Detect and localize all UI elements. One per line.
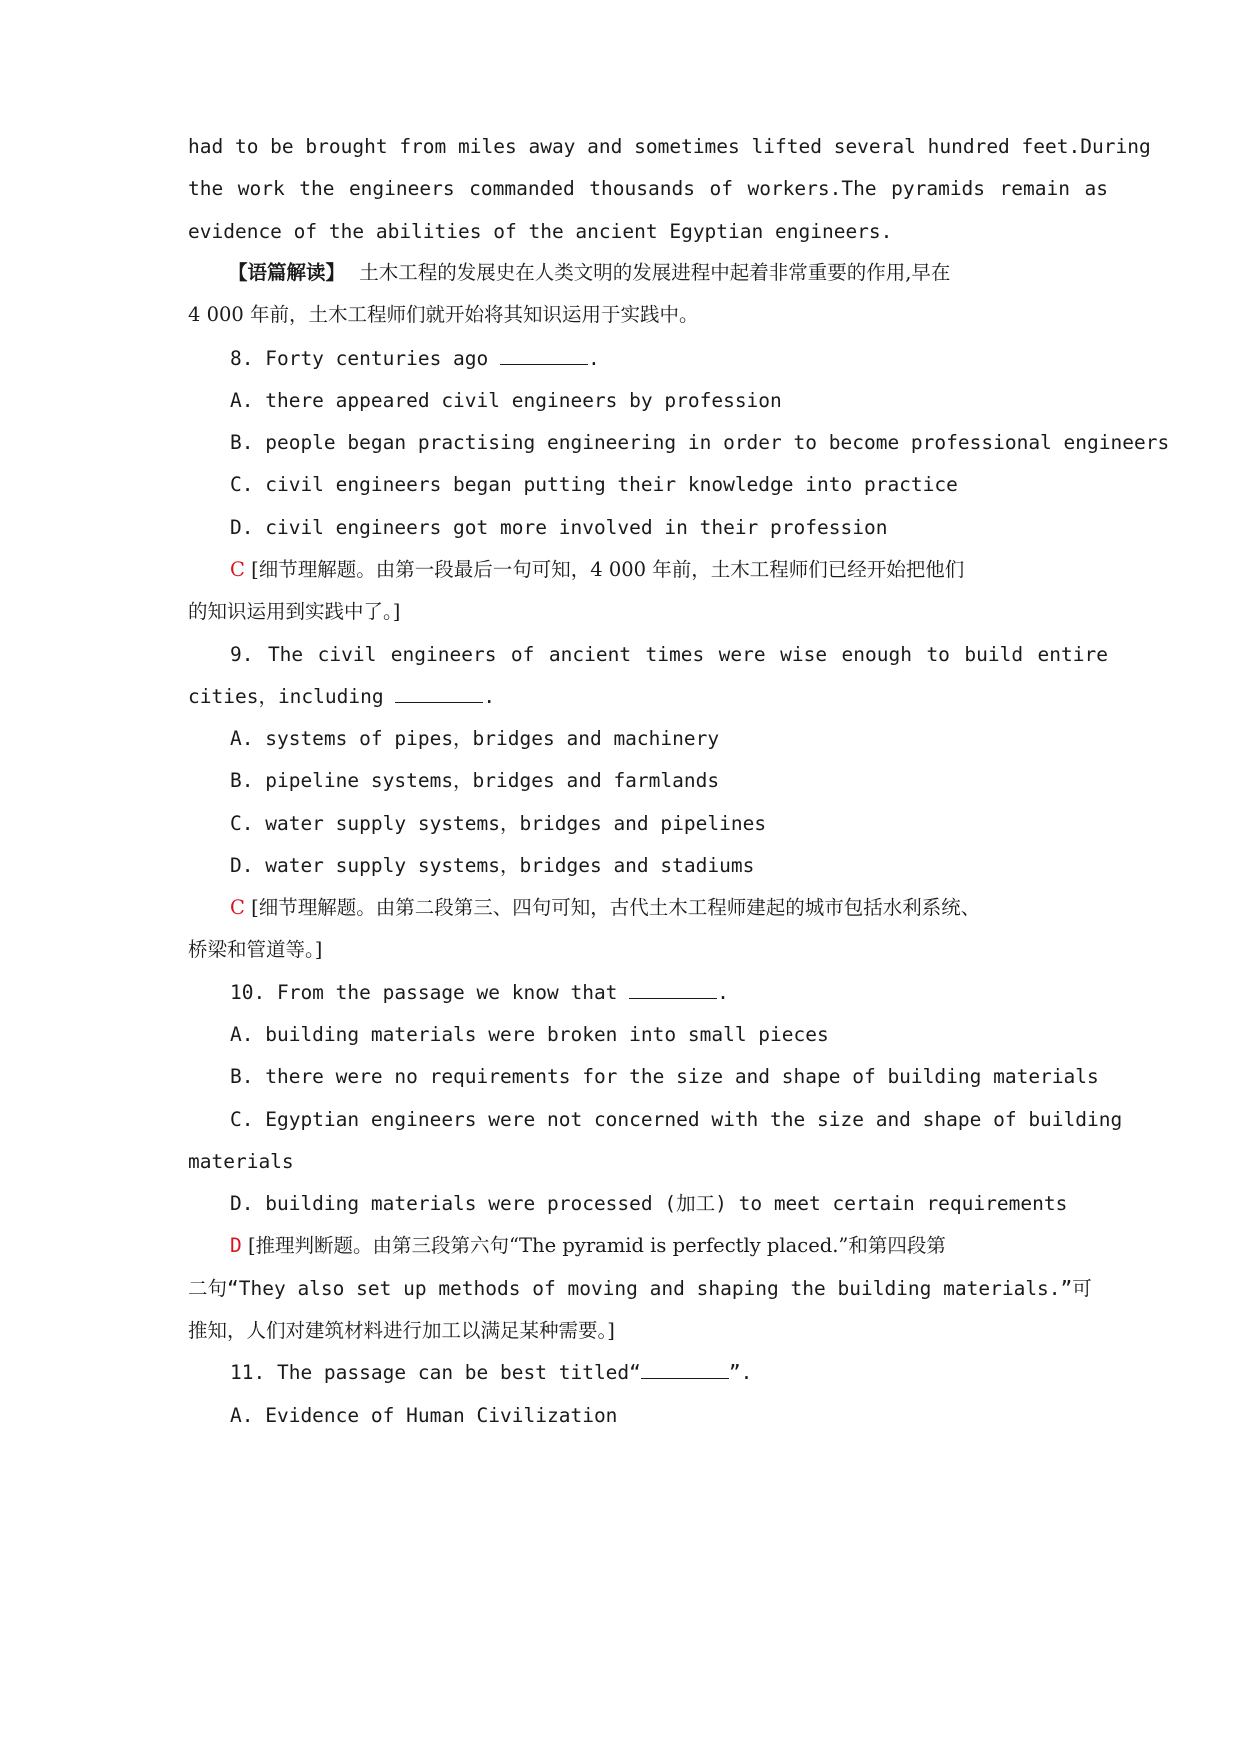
question-10-explanation-cont: 推知，人们对建筑材料进行加工以满足某种需要。] — [188, 1319, 615, 1342]
question-10-option-d: D. building materials were processed (加工) to meet certain requirements — [230, 1192, 1068, 1215]
passage-line: evidence of the abilities of the ancient Egyptian engineers. — [188, 220, 893, 243]
question-8-option-c: C. civil engineers began putting their knowledge into practice — [230, 473, 958, 496]
analysis-label: 【语篇解读】 — [228, 261, 346, 284]
question-10-stem: 10. From the passage we know that . — [230, 981, 729, 1004]
passage-line: the work the engineers commanded thousands of workers.The pyramids remain as — [188, 177, 1108, 200]
answer-blank — [500, 346, 588, 365]
question-9-stem: 9. The civil engineers of ancient times were wise enough to build entire — [230, 643, 1108, 666]
question-9-option-b: B. pipeline systems，bridges and farmlands — [230, 769, 720, 792]
answer-blank — [641, 1360, 729, 1379]
question-11-stem: 11. The passage can be best titled“ ”. — [230, 1361, 753, 1384]
question-9-option-a: A. systems of pipes，bridges and machinery — [230, 727, 720, 750]
question-10-option-c-cont: materials — [188, 1150, 294, 1173]
question-8-explanation-cont: 的知识运用到实践中了。] — [188, 600, 401, 623]
question-8-option-d: D. civil engineers got more involved in their profession — [230, 516, 888, 539]
answer-blank — [629, 980, 717, 999]
question-10-explanation: D [推理判断题。由第三段第六句“The pyramid is perfectly placed.”和第四段第 — [230, 1234, 946, 1257]
question-11-option-a: A. Evidence of Human Civilization — [230, 1404, 618, 1427]
question-8-stem: 8. Forty centuries ago . — [230, 347, 600, 370]
question-8-explanation: C [细节理解题。由第一段最后一句可知，4 000 年前，土木工程师们已经开始把他们 — [230, 558, 965, 581]
question-9-option-d: D. water supply systems，bridges and stadiums — [230, 854, 755, 877]
answer-blank — [395, 684, 483, 703]
question-9-explanation: C [细节理解题。由第二段第三、四句可知，古代土木工程师建起的城市包括水利系统、 — [230, 896, 981, 919]
analysis-text: 土木工程的发展史在人类文明的发展进程中起着非常重要的作用,早在 — [359, 261, 951, 284]
question-10-explanation-cont: 二句“They also set up methods of moving and shaping the building materials.”可 — [188, 1277, 1092, 1300]
answer-letter: C — [230, 558, 245, 581]
question-10-option-c: C. Egyptian engineers were not concerned with the size and shape of building — [230, 1108, 1123, 1131]
passage-line: had to be brought from miles away and sometimes lifted several hundred feet.During — [188, 135, 1151, 158]
analysis-text-cont: 4 000 年前，土木工程师们就开始将其知识运用于实践中。 — [188, 303, 699, 326]
question-9-option-c: C. water supply systems，bridges and pipelines — [230, 812, 767, 835]
question-9-explanation-cont: 桥梁和管道等。] — [188, 938, 323, 961]
question-8-option-b: B. people began practising engineering in order to become professional engineers — [230, 431, 1170, 454]
analysis-paragraph — [228, 258, 1108, 288]
answer-letter: C — [230, 896, 245, 919]
question-10-option-b: B. there were no requirements for the size and shape of building materials — [230, 1065, 1099, 1088]
question-9-stem-cont: cities，including . — [188, 685, 496, 708]
question-8-option-a: A. there appeared civil engineers by profession — [230, 389, 782, 412]
question-10-option-a: A. building materials were broken into small pieces — [230, 1023, 829, 1046]
answer-letter: D — [230, 1234, 242, 1257]
